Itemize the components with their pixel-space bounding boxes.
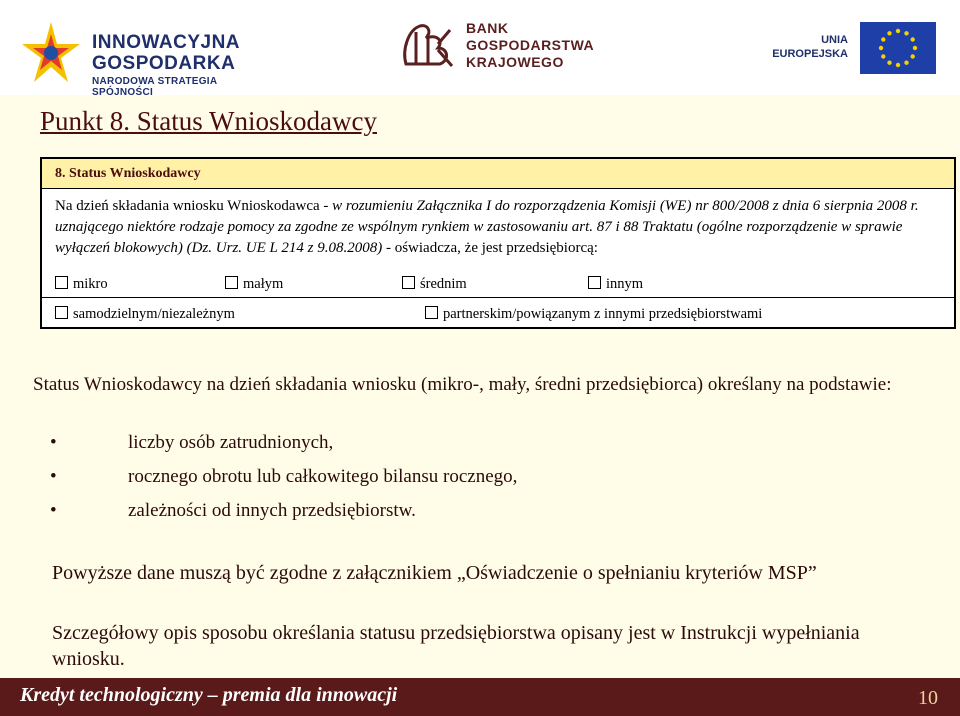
logo-center-line3: KRAJOWEGO [466,54,564,70]
option-label: innym [606,276,644,292]
bullet-icon: • [50,466,57,487]
logo-left-line2: GOSPODARKA [92,53,236,74]
option-malym[interactable] [225,276,283,293]
form-section-heading: 8. Status Wnioskodawcy [42,159,954,189]
declaration-text-italic: w rozumieniu Załącznika I do rozporządzenia Komisji (WE) nr 800/2008 z dnia 6 sierpnia 2008 r. uznającego niektóre rodzaje pomocy za zgodne ze wspólnym rynkiem w zastosowaniu art. 87 i 88 Traktatu (ogólne rozporządzenie w sprawie wyłączeń blokowych) (Dz. Urz. UE L 214 z 9.08.2008) [55,198,919,256]
option-label: samodzielnym/niezależnym [73,306,235,322]
checkbox-icon [225,276,238,289]
list-item [50,432,750,466]
ig-star-icon [20,20,82,86]
form-excerpt-panel [40,157,956,329]
footer-bar [0,678,960,716]
option-samodzielnym[interactable] [55,306,235,323]
list-item-text: liczby osób zatrudnionych, [128,432,334,453]
criteria-list [50,432,750,534]
list-item-text: zależności od innych przedsiębiorstw. [128,500,416,521]
bgk-logo [398,20,598,80]
header-bar [0,0,960,98]
declaration-text-2: - oświadcza, że jest przedsiębiorcą: [382,240,598,256]
option-srednim[interactable] [402,276,467,293]
list-item-text: rocznego obrotu lub całkowitego bilansu rocznego, [128,466,518,487]
option-label: mikro [73,276,108,292]
footer-slogan: Kredyt technologiczny – premia dla innowacji [20,684,398,706]
instruction-note: Szczegółowy opis sposobu określania statusu przedsiębiorstwa opisany jest w Instrukcji wypełniania wniosku. [52,622,860,670]
bullet-icon: • [50,432,57,453]
eu-flag-icon [860,22,936,74]
bullet-icon: • [50,500,57,521]
option-label: średnim [420,276,467,292]
form-declaration-text [55,196,940,259]
logo-left-line3: NARODOWA STRATEGIA SPÓJNOŚCI [92,76,218,98]
eu-logo [772,22,940,76]
logo-right-line2: EUROPEJSKA [772,48,848,60]
checkbox-icon [55,276,68,289]
list-item [50,466,750,500]
option-label: małym [243,276,284,292]
page-number: 10 [918,687,938,709]
logo-right-line1: UNIA [821,34,848,46]
msp-note: Powyższe dane muszą być zgodne z załącznikiem „Oświadczenie o spełnianiu kryteriów MSP” [52,562,817,584]
page-title: Punkt 8. Status Wnioskodawcy [40,106,377,136]
checkbox-icon [588,276,601,289]
checkbox-icon [55,306,68,319]
option-partnerskim[interactable] [425,306,762,323]
option-label: partnerskim/powiązanym z innymi przedsiębiorstwami [443,306,763,322]
status-paragraph: Status Wnioskodawcy na dzień składania wniosku (mikro-, mały, średni przedsiębiorca) określany na podstawie: [33,374,892,395]
option-mikro[interactable] [55,276,108,293]
logo-left-line1: INNOWACYJNA [92,32,241,53]
bgk-monogram-icon [398,20,458,72]
list-item [50,500,750,534]
checkbox-icon [402,276,415,289]
logo-center-line1: BANK [466,20,509,36]
option-innym[interactable] [588,276,643,293]
innowacyjna-gospodarka-logo [14,8,254,98]
checkbox-icon [425,306,438,319]
declaration-text-1: Na dzień składania wniosku Wnioskodawca - [55,198,333,214]
panel-divider [42,297,954,298]
logo-center-line2: GOSPODARSTWA [466,37,595,53]
